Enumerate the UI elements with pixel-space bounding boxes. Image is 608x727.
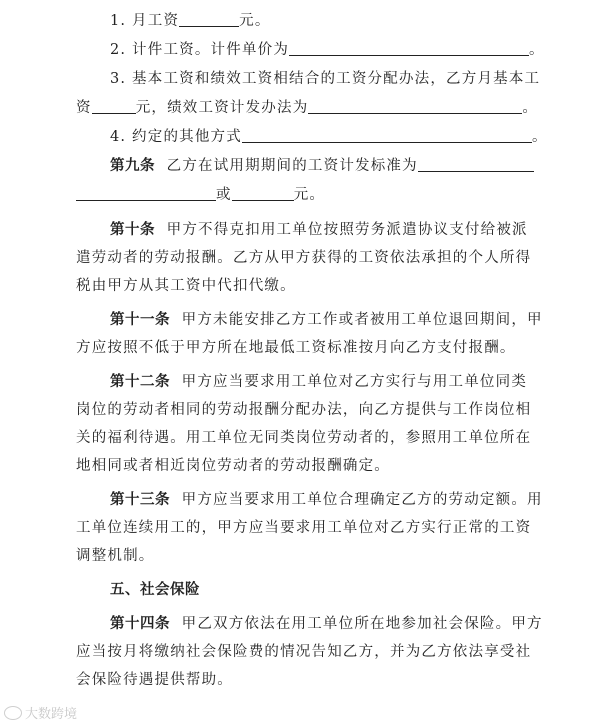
line-text: 或 xyxy=(216,187,232,203)
line-text: 元。 xyxy=(293,187,326,203)
line-text: 地相同或者相近岗位劳动者的劳动报酬确定。 xyxy=(76,458,390,474)
line-text: 甲乙双方依法在用工单位所在地参加社会保险。甲方 xyxy=(181,616,543,632)
line-text: 方应按照不低于甲方所在地最低工资标准按月向乙方支付报酬。 xyxy=(76,340,516,356)
line-text: 甲方不得克扣用工单位按照劳务派遣协议支付给被派 xyxy=(166,222,528,238)
text-line xyxy=(110,127,548,147)
fill-blank xyxy=(418,156,534,172)
line-text: 关的福利待遇。用工单位无同类岗位劳动者的，参照用工单位所在 xyxy=(76,430,532,446)
article-heading: 第十一条 xyxy=(110,312,170,328)
line-text: 3. 基本工资和绩效工资相结合的工资分配办法，乙方月基本工 xyxy=(110,71,541,87)
text-line xyxy=(110,156,534,176)
line-text: 乙方在试用期期间的工资计发标准为 xyxy=(166,158,418,174)
line-text: 岗位的劳动者相同的劳动报酬分配办法，向乙方提供与工作岗位相 xyxy=(76,402,532,418)
text-line xyxy=(76,98,538,118)
text-line xyxy=(76,338,516,358)
line-text: 甲方未能安排乙方工作或者被用工单位退回期间，甲 xyxy=(181,312,543,328)
watermark-text: 大数跨境 xyxy=(25,707,78,722)
line-text: 元，绩效工资计发办法为 xyxy=(135,100,309,116)
text-line xyxy=(110,310,543,330)
line-text: 应当按月将缴纳社会保险费的情况告知乙方，并为乙方依法享受社 xyxy=(76,644,532,660)
text-line xyxy=(76,400,531,420)
line-text: 1. 月工资 xyxy=(110,13,180,29)
article-heading: 第九条 xyxy=(110,158,155,174)
text-line xyxy=(110,40,545,60)
line-text: 会保险待遇提供帮助。 xyxy=(76,672,233,688)
text-line xyxy=(110,490,543,510)
text-line xyxy=(76,546,155,566)
text-line xyxy=(76,428,531,448)
text-line xyxy=(76,276,296,296)
text-line xyxy=(76,518,531,538)
section-heading: 五、社会保险 xyxy=(110,582,200,598)
text-line xyxy=(76,642,531,662)
text-line xyxy=(110,69,540,89)
line-text: 遣劳动者的劳动报酬。乙方从甲方获得的工资依法承担的个人所得 xyxy=(76,250,532,266)
line-text: 调整机制。 xyxy=(76,548,155,564)
line-text: 。 xyxy=(531,129,548,145)
line-text: 元。 xyxy=(239,13,271,29)
text-line xyxy=(110,372,527,392)
line-text: 。 xyxy=(529,42,545,58)
fill-blank xyxy=(242,127,532,143)
fill-blank xyxy=(179,11,239,27)
line-text: 税由甲方从其工资中代扣代缴。 xyxy=(76,278,296,294)
fill-blank xyxy=(289,40,529,56)
text-line xyxy=(110,11,271,31)
article-heading: 第十三条 xyxy=(110,492,170,508)
weibo-icon xyxy=(4,706,22,720)
text-line xyxy=(110,220,528,240)
text-line xyxy=(76,248,531,268)
line-text: 甲方应当要求用工单位对乙方实行与用工单位同类 xyxy=(181,374,528,390)
text-line xyxy=(76,185,325,205)
line-text: 工单位连续用工的，甲方应当要求用工单位对乙方实行正常的工资 xyxy=(76,520,532,536)
text-line xyxy=(110,614,543,634)
fill-blank xyxy=(76,185,216,201)
line-text: 资 xyxy=(76,100,92,116)
fill-blank xyxy=(92,98,136,114)
article-heading: 第十四条 xyxy=(110,616,170,632)
text-line xyxy=(76,670,233,690)
fill-blank xyxy=(232,185,294,201)
line-text: 。 xyxy=(522,100,539,116)
line-text: 甲方应当要求用工单位合理确定乙方的劳动定额。用 xyxy=(181,492,543,508)
line-text: 4. 约定的其他方式 xyxy=(110,129,242,145)
article-heading: 第十条 xyxy=(110,222,155,238)
text-line xyxy=(76,456,390,476)
text-line xyxy=(110,580,200,600)
watermark xyxy=(4,703,77,722)
article-heading: 第十二条 xyxy=(110,374,170,390)
fill-blank xyxy=(308,98,522,114)
line-text: 2. 计件工资。计件单价为 xyxy=(110,42,290,58)
